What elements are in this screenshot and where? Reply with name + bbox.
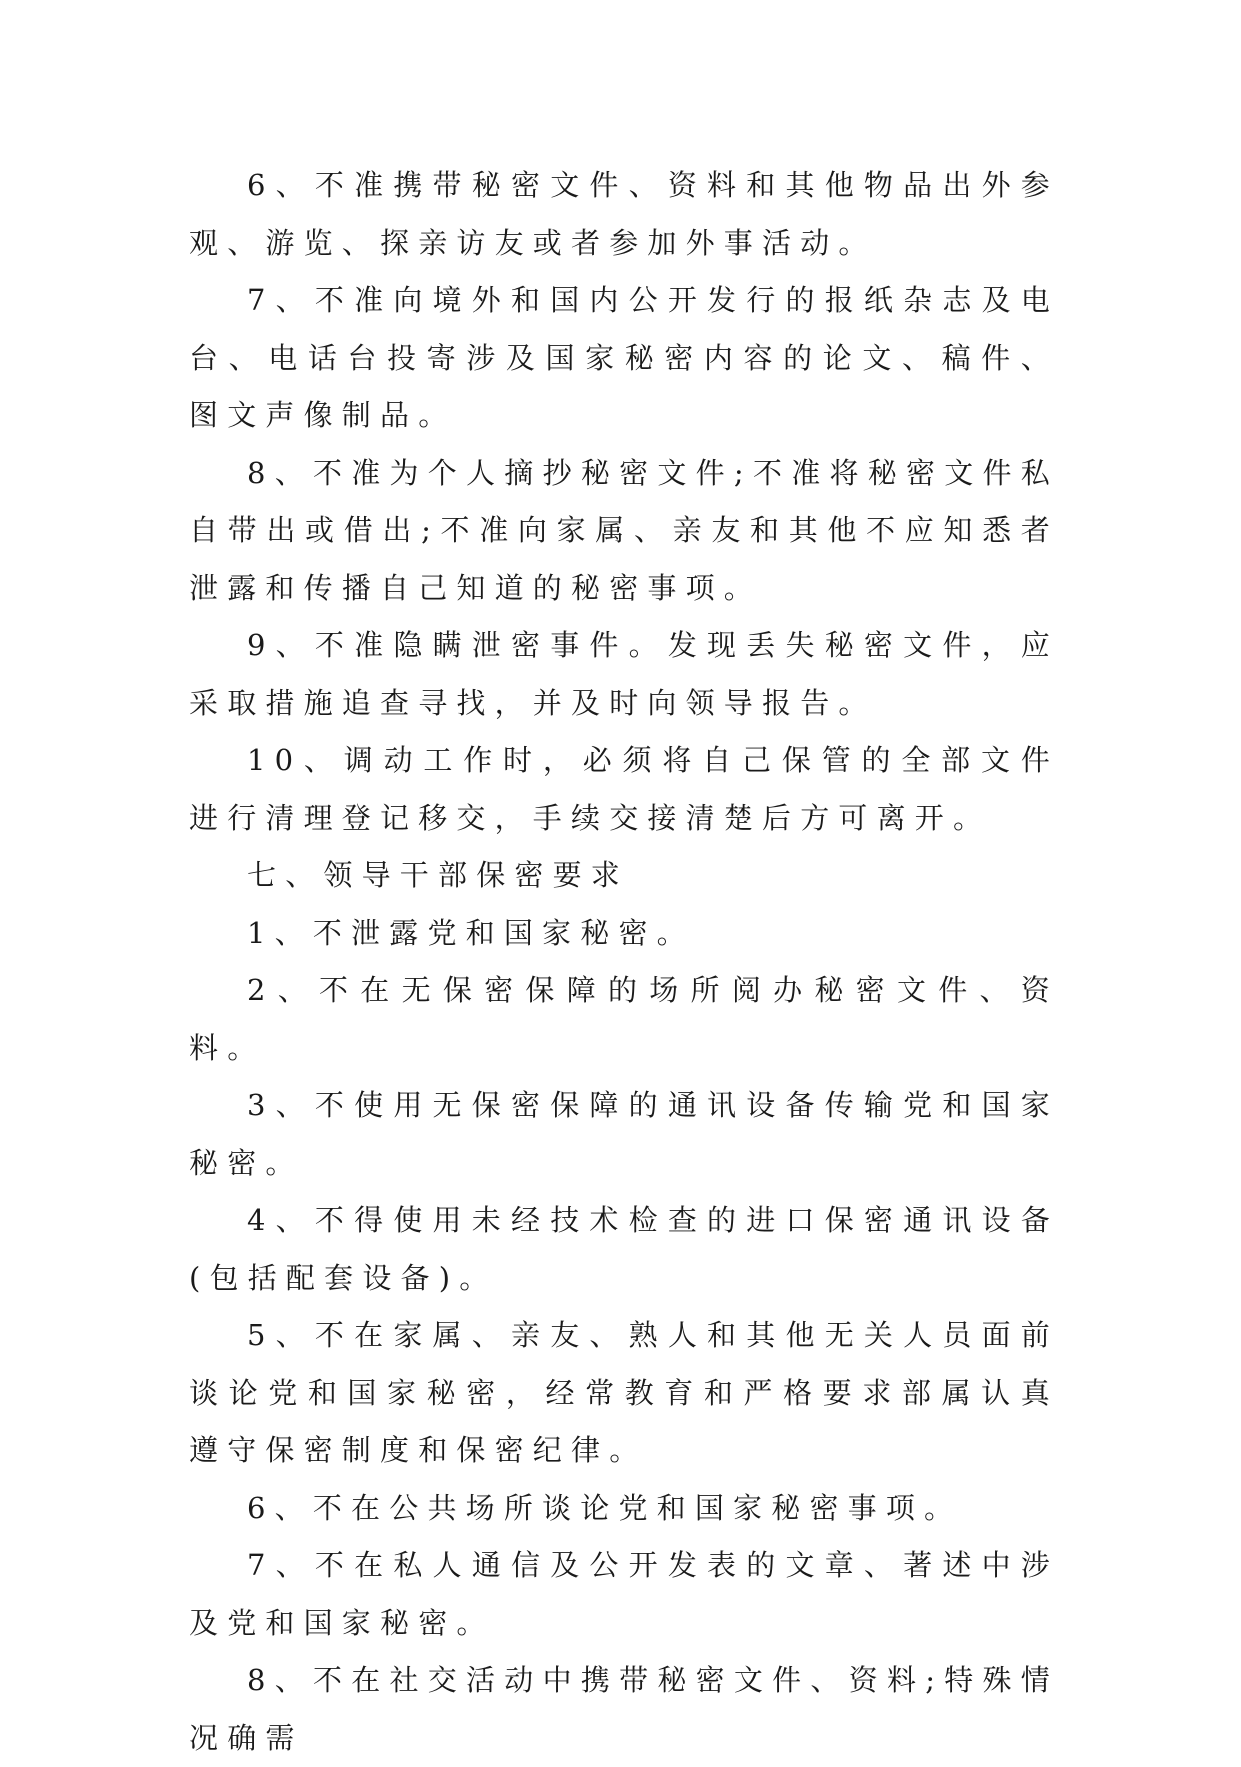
- paragraph-rule-10: 10、调动工作时，必须将自己保管的全部文件进行清理登记移交，手续交接清楚后方可离开。: [189, 743, 1059, 835]
- document-body: [189, 157, 1059, 1767]
- paragraph-rule-6: 6、不准携带秘密文件、资料和其他物品出外参观、游览、探亲访友或者参加外事活动。: [189, 168, 1059, 260]
- section-heading: 七、领导干部保密要求: [247, 858, 630, 892]
- paragraph-leader-3: 3、不使用无保密保障的通讯设备传输党和国家秘密。: [189, 1088, 1059, 1180]
- paragraph-leader-6: 6、不在公共场所谈论党和国家秘密事项。: [247, 1490, 963, 1525]
- paragraph-leader-1: 1、不泄露党和国家秘密。: [247, 915, 695, 950]
- paragraph-rule-8: 8、不准为个人摘抄秘密文件;不准将秘密文件私自带出或借出;不准向家属、亲友和其他不应知悉者泄露和传播自己知道的秘密事项。: [189, 455, 1059, 605]
- paragraph-leader-4: 4、不得使用未经技术检查的进口保密通讯设备(包括配套设备)。: [189, 1203, 1059, 1295]
- paragraph-leader-7: 7、不在私人通信及公开发表的文章、著述中涉及党和国家秘密。: [189, 1548, 1059, 1640]
- paragraph-leader-2: 2、不在无保密保障的场所阅办秘密文件、资料。: [189, 973, 1059, 1065]
- paragraph-rule-9: 9、不准隐瞒泄密事件。发现丢失秘密文件，应采取措施追查寻找，并及时向领导报告。: [189, 628, 1059, 720]
- paragraph-leader-8: 8、不在社交活动中携带秘密文件、资料;特殊情况确需: [189, 1663, 1059, 1755]
- paragraph-rule-7: 7、不准向境外和国内公开发行的报纸杂志及电台、电话台投寄涉及国家秘密内容的论文、稿件、图文声像制品。: [189, 283, 1059, 432]
- paragraph-leader-5: 5、不在家属、亲友、熟人和其他无关人员面前谈论党和国家秘密，经常教育和严格要求部属认真遵守保密制度和保密纪律。: [189, 1318, 1059, 1467]
